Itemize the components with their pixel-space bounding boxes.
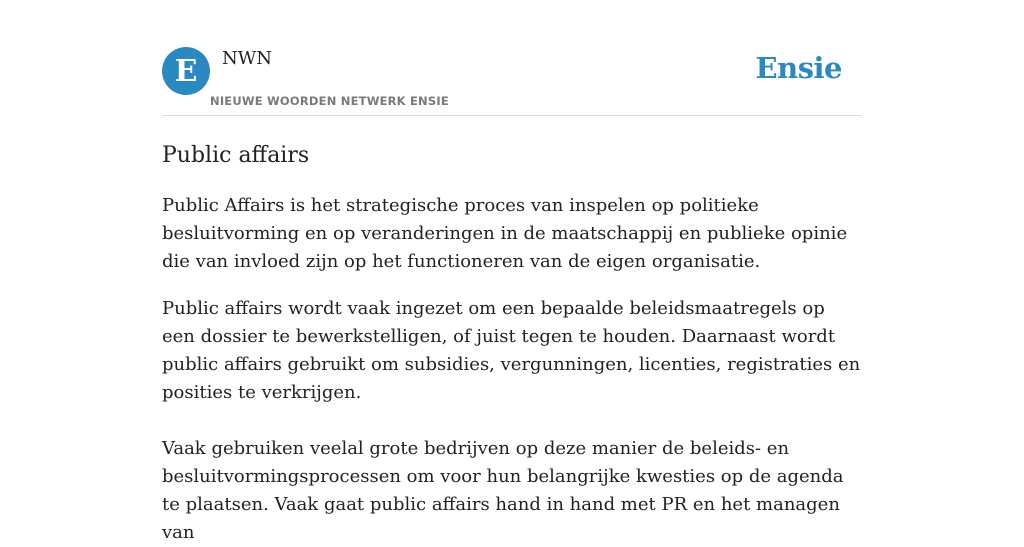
logo-letter: E bbox=[174, 53, 198, 89]
paragraph: Public affairs wordt vaak ingezet om een bepaalde beleidsmaatregels op een dossier te bewerkstelligen, of juist tegen te houden. Daarnaast wordt public affairs gebruikt om subsidies, vergunningen, licenties, registraties en posities te verkrijgen. bbox=[162, 298, 861, 403]
header bbox=[162, 0, 862, 116]
site-subtitle: NIEUWE WOORDEN NETWERK ENSIE bbox=[210, 94, 449, 108]
paragraph: Vaak gebruiken veelal grote bedrijven op deze manier de beleids- en besluitvormingsprocessen om voor hun belangrijke kwesties op de agenda te plaatsen. Vaak gaat public affairs hand in hand met PR en het managen van bbox=[162, 438, 844, 543]
ensie-logo-icon[interactable] bbox=[162, 47, 210, 95]
definition-card bbox=[162, 0, 862, 547]
site-name[interactable]: NWN bbox=[222, 48, 273, 69]
page-title: Public affairs bbox=[162, 143, 310, 168]
brand-logo[interactable]: Ensie bbox=[755, 51, 842, 85]
paragraph: Public Affairs is het strategische proces van inspelen op politieke besluitvorming en op veranderingen in de maatschappij en publieke opinie die van invloed zijn op het functioneren van de eigen organisatie. bbox=[162, 195, 848, 272]
article-content bbox=[162, 192, 862, 547]
